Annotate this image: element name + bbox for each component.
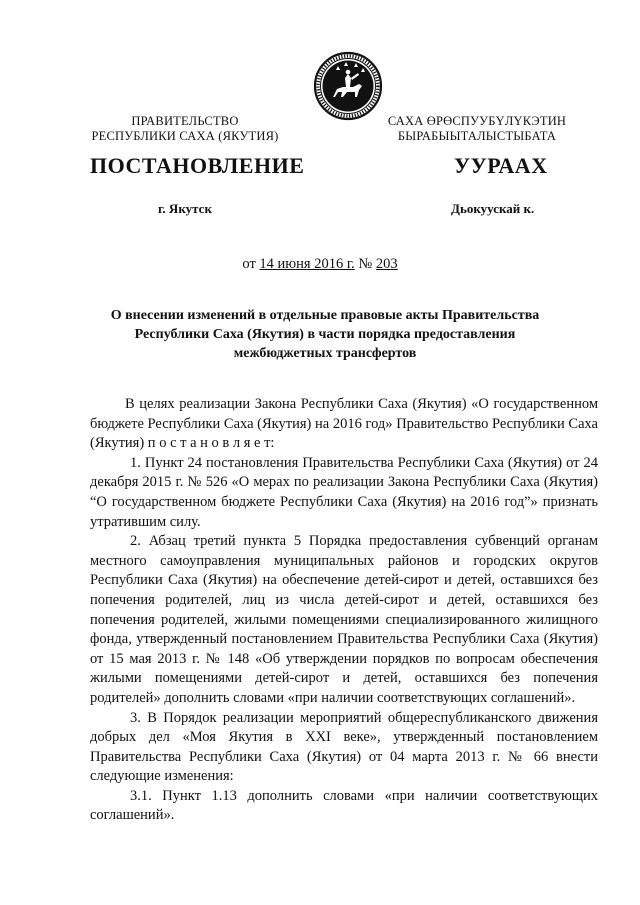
- document-title: О внесении изменений в отдельные правовые акты Правительства Республики Саха (Якутия) в части порядка предоставления межбюджетных трансфертов: [110, 308, 540, 361]
- preamble-paragraph: В целях реализации Закона Республики Саха (Якутия) «О государственном бюджете Республики Саха (Якутия) на 2016 год» Правительство Республики Саха (Якутия) п о с т а н о в л я е т:: [90, 396, 598, 452]
- date-prefix: от: [242, 256, 260, 272]
- city-sakha: Дьокуускай к.: [451, 201, 535, 216]
- coat-of-arms-icon: [313, 51, 383, 121]
- doc-type-sakha: УУРААХ: [454, 153, 548, 178]
- government-name-sakha-line1: САХА ӨРӨСПУУБҮЛҮКЭТИН: [387, 114, 567, 128]
- city-ru: г. Якутск: [158, 201, 212, 216]
- government-name-ru: [85, 114, 285, 144]
- number-label: №: [354, 256, 376, 272]
- government-name-sakha: [382, 114, 572, 144]
- document-date: 14 июня 2016 г.: [259, 256, 355, 272]
- document-body: [90, 395, 598, 826]
- clause-1-paragraph: 1. Пункт 24 постановления Правительства Республики Саха (Якутия) от 24 декабря 2015 г. № 526 «О мерах по реализации Закона Республики Саха (Якутия) “О государственном бюджете Республики Саха (Якутия) на 2016 год”» признать утратившим силу.: [90, 454, 598, 530]
- clause-3-paragraph: 3. В Порядок реализации мероприятий общереспубликанского движения добрых дел «Моя Якутия в XXI веке», утвержденный постановлением Правительства Республики Саха (Якутия) от 04 марта 2013 г. № 66 внести следующие изменения:: [90, 709, 598, 785]
- clause-2-paragraph: 2. Абзац третий пункта 5 Порядка предоставления субвенций органам местного самоуправления муниципальных районов и городских округов Республики Саха (Якутия) на обеспечение детей-сирот и детей, оставшихся без попечения родителей, лиц из числа детей-сирот и детей, оставшихся без попечения родителей, жилыми помещениями специализированного жилищного фонда, утвержденный постановлением Правительства Республики Саха (Якутия) от 15 мая 2013 г. № 148 «Об утверждении порядков по вопросам обеспечения жилыми помещениями детей-сирот и детей, оставшихся без попечения родителей» дополнить словами «при наличии соответствующих соглашений».: [90, 533, 598, 706]
- clause-3-1-paragraph: 3.1. Пункт 1.13 дополнить словами «при наличии соответствующих соглашений».: [90, 787, 598, 824]
- document-date-line: [0, 256, 640, 273]
- government-name-ru-line2: РЕСПУБЛИКИ САХА (ЯКУТИЯ): [91, 129, 279, 143]
- doc-type-ru: ПОСТАНОВЛЕНИЕ: [90, 153, 305, 178]
- government-name-sakha-line2: БЫРАБЫЫТАЛЫСТЫБАТА: [397, 129, 557, 143]
- document-number: 203: [375, 256, 398, 272]
- government-name-ru-line1: ПРАВИТЕЛЬСТВО: [131, 114, 239, 128]
